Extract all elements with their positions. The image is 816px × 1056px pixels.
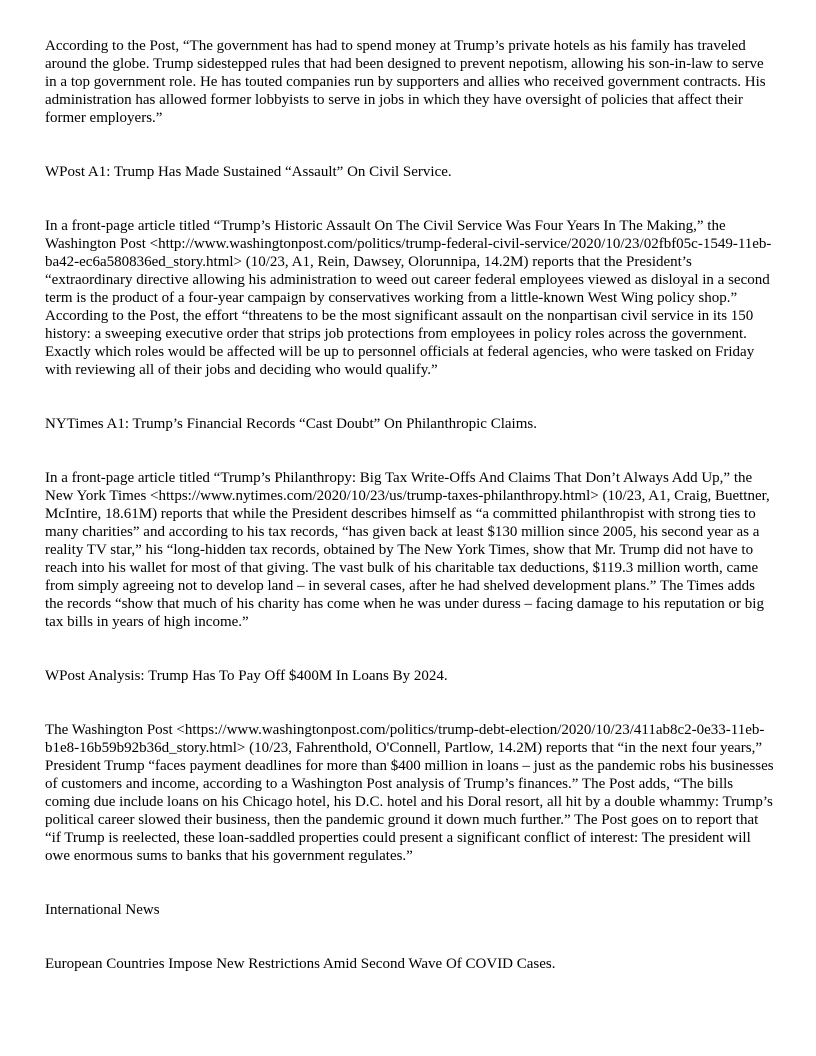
spacer bbox=[45, 685, 777, 721]
heading-civil-service-assault: WPost A1: Trump Has Made Sustained “Assault” On Civil Service. bbox=[45, 164, 452, 180]
paragraph-civil-service-article: In a front-page article titled “Trump’s Historic Assault On The Civil Service Was Four Years In The Making,” the Washington Post <http://www.washingtonpost.com/politics/trump-federal-civil-service/2020/10/23/02fbf05c-1549-11eb-ba42-ec6a580836ed_story.html> (10/23, A1, Rein, Dawsey, Olorunnipa, 14.2M) reports that the President’s “extraordinary directive allowing his administration to weed out career federal employees viewed as disloyal in a second term is the product of a four-year campaign by conservatives working from a little-known West Wing policy shop.” According to the Post, the effort “threatens to be the most significant assault on the nonpartisan civil service in its 150 history: a sweeping executive order that strips job protections from employees in policy roles across the government. Exactly which roles would be affected will be up to personnel officials at federal agencies, who were tasked on Friday with reviewing all of their jobs and deciding who would qualify.” bbox=[45, 218, 772, 378]
spacer bbox=[45, 181, 777, 217]
spacer bbox=[45, 433, 777, 469]
heading-european-restrictions: European Countries Impose New Restrictions Amid Second Wave Of COVID Cases. bbox=[45, 956, 556, 972]
paragraph-post-government-spending: According to the Post, “The government has had to spend money at Trump’s private hotels as his family has traveled around the globe. Trump sidestepped rules that had been designed to prevent nepotism, allowing his son-in-law to serve in a top government role. He has touted companies run by supporters and allies who received government contracts. His administration has allowed former lobbyists to serve in jobs in which they have oversight of policies that affect their former employers.” bbox=[45, 38, 766, 126]
paragraph-philanthropy-article: In a front-page article titled “Trump’s Philanthropy: Big Tax Write-Offs And Claims That Don’t Always Add Up,” the New York Times <https://www.nytimes.com/2020/10/23/us/trump-taxes-philanthropy.html> (10/23, A1, Craig, Buettner, McIntire, 18.61M) reports that while the President describes himself as “a committed philanthropist with strong ties to many charities” and according to his tax records, “has given back at least $130 million since 2005, his second year as a reality TV star,” his “long-hidden tax records, obtained by The New York Times, show that Mr. Trump did not have to reach into his wallet for most of that giving. The vast bulk of his charitable tax deductions, $119.3 million worth, came from simply agreeing not to develop land – in several cases, after he had shelved development plans.” The Times adds the records “show that much of his charity has come when he was under duress – facing damage to his reputation or big tax bills in years of high income.” bbox=[45, 470, 770, 630]
spacer bbox=[45, 865, 777, 901]
spacer bbox=[45, 127, 777, 163]
paragraph-loans-article: The Washington Post <https://www.washingtonpost.com/politics/trump-debt-election/2020/10/23/411ab8c2-0e33-11eb-b1e8-16b59b92b36d_story.html> (10/23, Fahrenthold, O'Connell, Partlow, 14.2M) reports that “in the next four years,” President Trump “faces payment deadlines for more than $400 million in loans – just as the pandemic robs his businesses of customers and income, according to a Washington Post analysis of Trump’s finances.” The Post adds, “The bills coming due include loans on his Chicago hotel, his D.C. hotel and his Doral resort, all hit by a double whammy: Trump’s political career slowed their business, then the pandemic ground it down much further.” The Post goes on to report that “if Trump is reelected, these loan-saddled properties could present a significant conflict of interest: The president will owe enormous sums to banks that his government regulates.” bbox=[45, 722, 774, 864]
spacer bbox=[45, 379, 777, 415]
spacer bbox=[45, 631, 777, 667]
heading-loans-analysis: WPost Analysis: Trump Has To Pay Off $400M In Loans By 2024. bbox=[45, 668, 448, 684]
section-heading-international-news: International News bbox=[45, 902, 160, 918]
document-page bbox=[45, 37, 777, 973]
spacer bbox=[45, 919, 777, 955]
heading-philanthropic-claims: NYTimes A1: Trump’s Financial Records “Cast Doubt” On Philanthropic Claims. bbox=[45, 416, 537, 432]
